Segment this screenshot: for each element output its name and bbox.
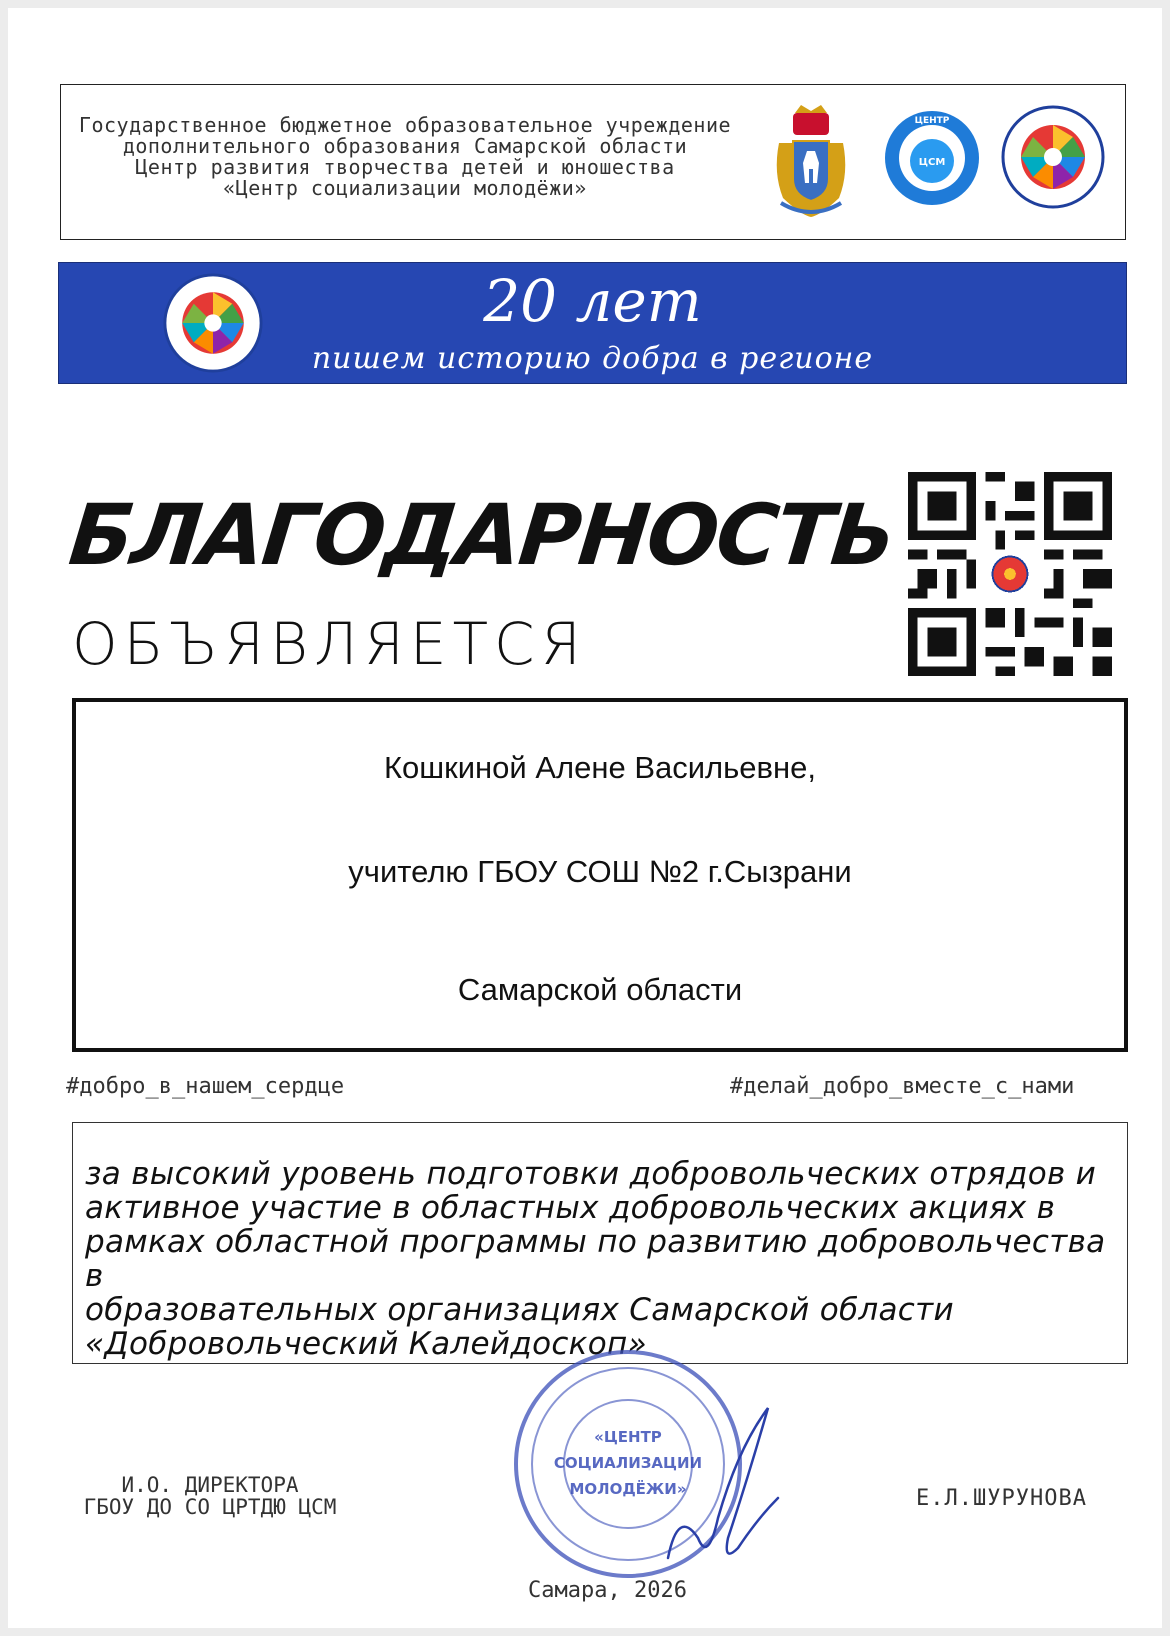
banner-subtitle: пишем историю добра в регионе (311, 341, 874, 376)
org-line: «Центр социализации молодёжи» (223, 176, 587, 200)
banner-title: 20 лет (483, 267, 702, 335)
stamp-line: СОЦИАЛИЗАЦИИ (553, 1454, 703, 1472)
reason-text (85, 1157, 1115, 1361)
stamp-line: «ЦЕНТР (594, 1428, 662, 1446)
handwritten-signature-icon (608, 1388, 828, 1588)
reason-line: рамках областной программы по развитию добровольчества в (85, 1224, 1106, 1294)
announce-label: ОБЪЯВЛЯЕТСЯ (72, 610, 587, 678)
csm-logo-icon (883, 109, 981, 207)
recipient-region: Самарской области (457, 972, 743, 1007)
signer-role (60, 1474, 360, 1518)
anniversary-banner (58, 262, 1127, 384)
qr-code-icon (908, 472, 1112, 676)
reason-line: за высокий уровень подготовки добровольческих отрядов и (85, 1156, 1097, 1192)
organization-name (75, 115, 735, 199)
recipient-name: Кошкиной Алене Васильевне, (384, 750, 816, 785)
organization-header (60, 84, 1126, 240)
stamp-line: МОЛОДЁЖИ» (569, 1480, 687, 1498)
certificate-sheet (8, 8, 1162, 1628)
hashtag-right: #делай_добро_вместе_с_нами (730, 1074, 1075, 1099)
reason-box (72, 1122, 1128, 1364)
signer-role-line: ГБОУ ДО СО ЦРТДЮ ЦСМ (83, 1495, 337, 1519)
signer-role-line: И.О. ДИРЕКТОРА (121, 1473, 299, 1497)
reason-line: образовательных организациях Самарской области (85, 1292, 954, 1328)
kaleidoscope-logo-icon (1001, 105, 1105, 209)
city-year: Самара, 2026 (528, 1578, 687, 1603)
csm-logo-abbr: ЦСМ (918, 157, 946, 168)
recipient-position: учителю ГБОУ СОШ №2 г.Сызрани (348, 854, 852, 889)
reason-line: «Добровольческий Калейдоскоп» (85, 1326, 647, 1362)
reason-line: активное участие в областных добровольческих акциях в (85, 1190, 1056, 1226)
signer-name: Е.Л.ШУРУНОВА (916, 1486, 1087, 1511)
recipient-box (72, 698, 1128, 1052)
document-title: БЛАГОДАРНОСТЬ (64, 486, 899, 584)
hashtag-left: #добро_в_нашем_сердце (66, 1074, 345, 1099)
org-line: Государственное бюджетное образовательное учреждение (78, 113, 732, 137)
csm-logo-top: ЦЕНТР (914, 116, 950, 126)
samara-coat-of-arms-icon (771, 103, 851, 221)
org-line: Центр развития творчества детей и юношества (135, 155, 675, 179)
org-line: дополнительного образования Самарской области (122, 134, 688, 158)
